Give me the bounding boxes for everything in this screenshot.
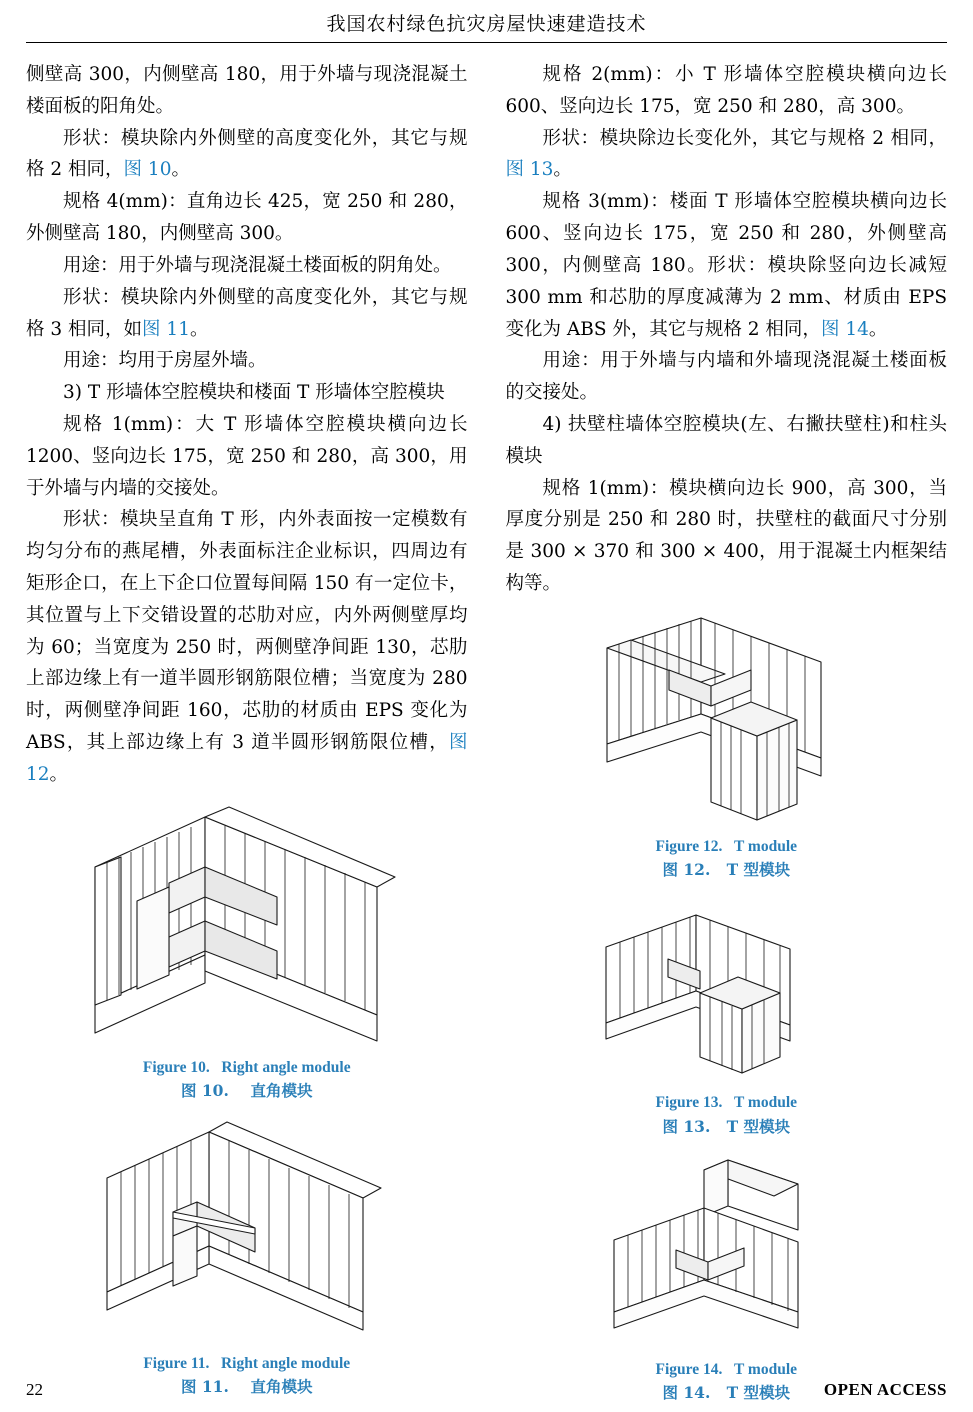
paragraph-tail: 。: [189, 318, 209, 340]
caption-en-lead: Figure 10.: [142, 1058, 210, 1076]
caption-cn-text: T 型模块: [726, 860, 791, 880]
page-footer: [26, 1380, 947, 1403]
caption-en: [506, 1091, 948, 1114]
header-divider: [26, 42, 947, 43]
caption-cn-text: T 型模块: [726, 1116, 791, 1136]
paragraph-text: 形状：模块除内外侧壁的高度变化外，其它与规格 3 相同，如: [26, 286, 468, 340]
figure-reference[interactable]: 图 14: [820, 318, 869, 340]
caption-cn-text: T 型模块: [726, 1383, 791, 1403]
caption-cn: [506, 858, 948, 881]
caption-cn-text: 直角模块: [250, 1080, 313, 1100]
t-module-illustration: [576, 1152, 876, 1352]
t-module-illustration: [576, 895, 876, 1085]
left-column: [26, 59, 468, 1399]
right-angle-module-illustration: [77, 805, 417, 1050]
caption-cn-lead: 图 12.: [662, 860, 711, 880]
paragraph: [506, 123, 948, 187]
caption-en-lead: Figure 14.: [655, 1360, 723, 1378]
right-angle-module-illustration: [77, 1116, 417, 1346]
caption-en: [26, 1056, 468, 1079]
paragraph: 规格 1(mm)：大 T 形墙体空腔模块横向边长 1200、竖向边长 175，宽 250 和 280，高 300，用于外墙与内墙的交接处。: [26, 413, 468, 499]
figure-caption: [26, 1056, 468, 1103]
paragraph-text: 形状：模块呈直角 T 形，内外表面按一定模数有均匀分布的燕尾槽，外表面标注企业标识，四周边有矩形企口，在上下企口位置每间隔 150 有一定位卡，其位置与上下交错设置的芯肋对应，内外两侧壁厚均为 60；当宽度为 250 时，两侧壁净间距 130，芯肋上部边缘上有一道半圆形钢筋限位槽；当宽度为 280 时，两侧壁净间距 160，芯肋的材质由 EPS 变化为 ABS，其上部边缘上有 3 道半圆形钢筋限位槽，: [26, 509, 468, 754]
paragraph-tail: 。: [49, 763, 69, 785]
paragraph: 4) 扶壁柱墙体空腔模块(左、右撇扶壁柱)和柱头模块: [505, 413, 947, 467]
paragraph: 用途：用于外墙与现浇混凝土楼面板的阴角处。: [63, 254, 452, 276]
paragraph-tail: 。: [553, 159, 572, 181]
caption-en: [506, 835, 948, 858]
figure-reference[interactable]: 图 12: [26, 732, 468, 785]
caption-cn: [26, 1079, 468, 1102]
paragraph-text: 规格 3(mm)：楼面 T 形墙体空腔模块横向边长 600、竖向边长 175，宽 250 和 280，外侧壁高 300，内侧壁高 180。形状：模块除竖向边长减短 300 mm 和芯肋的厚度减薄为 2 mm、材质由 EPS 变化为 ABS 外，其它与规格 2 相同，: [505, 191, 947, 340]
paragraph: 用途：用于外墙与内墙和外墙现浇混凝土楼面板的交接处。: [505, 350, 947, 404]
caption-cn: [506, 1115, 948, 1138]
caption-en-text: T module: [733, 1094, 798, 1112]
paragraph-text: 形状：模块除内外侧壁的高度变化外，其它与规格 2 相同，: [26, 127, 468, 181]
paragraph: 侧壁高 300，内侧壁高 180，用于外墙与现浇混凝土楼面板的阳角处。: [26, 64, 468, 117]
running-head: 我国农村绿色抗灾房屋快速建造技术: [326, 13, 647, 35]
caption-en-text: Right angle module: [221, 1058, 351, 1076]
caption-cn-lead: 图 14.: [662, 1383, 711, 1403]
paragraph: [26, 504, 468, 790]
figure-reference[interactable]: 图 11: [142, 318, 190, 340]
caption-en: [26, 1352, 468, 1375]
open-access-label: OPEN ACCESS: [823, 1380, 947, 1399]
figure-caption: [506, 1091, 948, 1138]
caption-cn-lead: 图 13.: [662, 1116, 711, 1136]
paragraph-tail: 。: [171, 159, 190, 181]
paragraph-tail: 。: [868, 318, 888, 340]
figure-13: [506, 895, 948, 1138]
paragraph: 用途：均用于房屋外墙。: [63, 350, 267, 372]
figure-14: [506, 1152, 948, 1405]
figure-reference[interactable]: 图 13: [505, 159, 554, 181]
paragraph: [26, 123, 468, 187]
caption-en-text: Right angle module: [220, 1355, 351, 1373]
caption-cn-text: 直角模块: [250, 1377, 313, 1397]
figure-12: [506, 614, 948, 882]
figure-caption: [506, 835, 948, 882]
caption-en-text: T module: [733, 1360, 798, 1378]
caption-en-lead: Figure 12.: [655, 837, 723, 855]
paragraph: [26, 282, 468, 346]
paragraph: 3) T 形墙体空腔模块和楼面 T 形墙体空腔模块: [63, 382, 445, 404]
paragraph: 规格 2(mm)：小 T 形墙体空腔模块横向边长 600、竖向边长 175，宽 250 和 280，高 300。: [505, 64, 947, 117]
paragraph: 规格 1(mm)：模块横向边长 900，高 300，当厚度分别是 250 和 280 时，扶壁柱的截面尺寸分别是 300 × 370 和 300 × 400，用于混凝土内框架结构等。: [505, 477, 947, 594]
caption-cn-lead: 图 10.: [181, 1080, 229, 1100]
caption-en-lead: Figure 11.: [143, 1355, 210, 1373]
paragraph: 规格 4(mm)：直角边长 425，宽 250 和 280，外侧壁高 180，内侧壁高 300。: [26, 191, 468, 245]
figure-11: [26, 1116, 468, 1399]
paragraph-text: 形状：模块除边长变化外，其它与规格 2 相同，: [542, 127, 947, 149]
figure-10: [26, 805, 468, 1103]
figure-reference[interactable]: 图 10: [123, 159, 172, 181]
page-number: 22: [26, 1380, 43, 1399]
body-columns: [26, 59, 947, 1404]
caption-en-lead: Figure 13.: [655, 1094, 723, 1112]
t-module-illustration: [561, 614, 891, 829]
caption-en-text: T module: [733, 837, 798, 855]
caption-en: [506, 1358, 948, 1381]
right-column: [506, 59, 948, 1404]
caption-cn-lead: 图 11.: [181, 1377, 229, 1397]
paragraph: [506, 186, 948, 345]
